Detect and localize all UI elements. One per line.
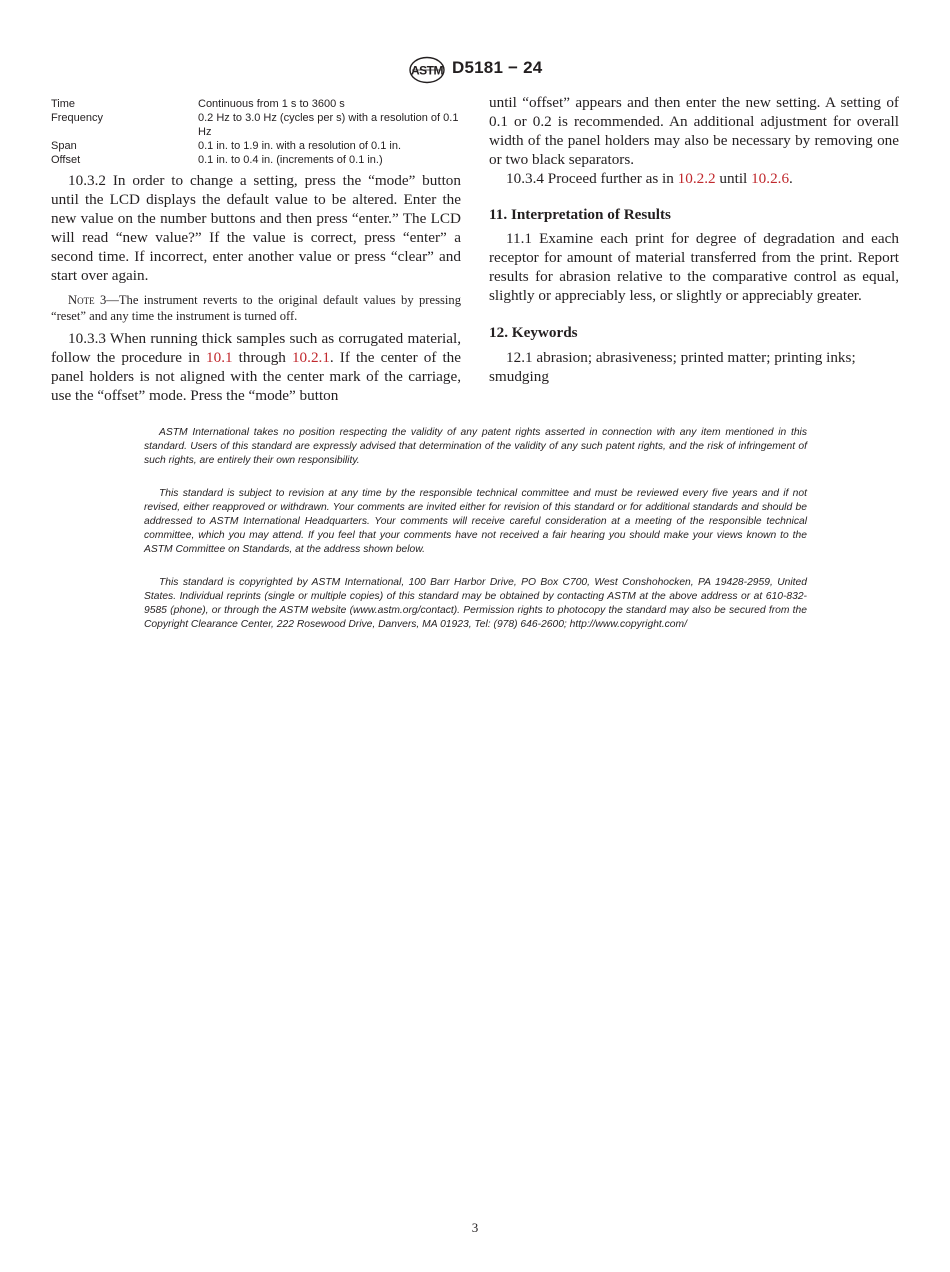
text-run: 10.3.3 When running thick samples such as corrugated material, follow the procedure in — [51, 330, 461, 367]
page-header — [0, 56, 950, 84]
text-run: . — [789, 169, 793, 187]
svg-text:ASTM: ASTM — [411, 63, 443, 78]
document-id: D5181 − 24 — [452, 58, 543, 77]
note-3 — [51, 292, 461, 324]
spec-row — [51, 111, 461, 139]
xref-link[interactable]: 10.2.1 — [291, 349, 330, 367]
page-number: 3 — [471, 1220, 479, 1235]
spec-value: 0.2 Hz to 3.0 Hz (cycles per s) with a resolution of 0.1 Hz — [198, 112, 459, 138]
section-heading-11: 11. Interpretation of Results — [489, 205, 671, 223]
xref-link[interactable]: 10.2.2 — [677, 169, 716, 187]
text-run: . If the center of the panel holders is not aligned with the center mark of the carriage, use the “offset” mode. Press the “mode” button — [51, 349, 462, 405]
text-run: through — [232, 349, 292, 367]
text-run: until — [715, 169, 752, 187]
footer-patent-notice: ASTM International takes no position respecting the validity of any patent rights asserted in connection with any item mentioned in this standard. Users of this standard are expressly advised that determination of the validity of any such patent rights, and the risk of infringement of such rights, are entirely their own responsibility. — [144, 427, 807, 466]
spec-name: Time — [51, 98, 76, 110]
spec-name: Offset — [51, 154, 81, 166]
paragraph-12-1: 12.1 abrasion; abrasiveness; printed matter; printing inks; smudging — [489, 348, 856, 385]
paragraph-10-3-2: 10.3.2 In order to change a setting, press the “mode” button until the LCD displays the default value to be altered. Enter the new value on the number buttons and then press “enter.” The LCD will read “new value?” If the value is correct, press “enter” a second time. If incorrect, enter another value or press “clear” and start over again. — [51, 172, 461, 284]
spec-value: Continuous from 1 s to 3600 s — [198, 98, 345, 110]
note-text: 3—The instrument reverts to the original default values by pressing “reset” and any time the instrument is turned off. — [51, 293, 461, 324]
paragraph-10-3-4 — [489, 170, 899, 189]
spec-row — [51, 153, 461, 167]
spec-name: Span — [51, 140, 77, 152]
spec-name: Frequency — [51, 112, 103, 124]
spec-value: 0.1 in. to 1.9 in. with a resolution of 0.1 in. — [198, 140, 402, 152]
paragraph-10-3-3 — [51, 330, 461, 406]
paragraph-11-1: 11.1 Examine each print for degree of degradation and each receptor for amount of material transferred from the print. Report results for abrasion relative to the comparative control as equal, slightly or appreciably less, or slightly or appreciably greater. — [489, 230, 899, 305]
note-label: Note — [68, 293, 95, 308]
spec-table — [51, 97, 461, 167]
astm-logo — [408, 56, 446, 84]
footer-notices — [144, 426, 807, 651]
spec-value: 0.1 in. to 0.4 in. (increments of 0.1 in.) — [198, 154, 383, 166]
spec-row — [51, 139, 461, 153]
paragraph-10-3-3-continued: until “offset” appears and then enter the new setting. A setting of 0.1 or 0.2 is recommended. An additional adjustment for overall width of the panel holders may also be necessary by removing one or two black separators. — [489, 94, 899, 168]
text-run: 10.3.4 Proceed further as in — [506, 169, 678, 187]
footer-revision-notice: This standard is subject to revision at any time by the responsible technical committee and must be reviewed every five years and if not revised, either reapproved or withdrawn. Your comments are invited either for revision of this standard or for additional standards and should be addressed to ASTM International Headquarters. Your comments will receive careful consideration at a meeting of the responsible technical committee, which you may attend. If you feel that your comments have not received a fair hearing you should make your views known to the ASTM Committee on Standards, at the address shown below. — [144, 488, 807, 555]
section-heading-12: 12. Keywords — [489, 324, 578, 342]
spec-row — [51, 97, 461, 111]
xref-link[interactable]: 10.2.6 — [751, 169, 790, 187]
xref-link[interactable]: 10.1 — [206, 349, 233, 367]
footer-copyright-notice: This standard is copyrighted by ASTM International, 100 Barr Harbor Drive, PO Box C700, West Conshohocken, PA 19428-2959, United States. Individual reprints (single or multiple copies) of this standard may be obtained by contacting ASTM at the above address or at 610-832-9585 (phone), or through the ASTM website (www.astm.org/contact). Permission rights to photocopy the standard may also be secured from the Copyright Clearance Center, 222 Rosewood Drive, Danvers, MA 01923, Tel: (978) 646-2600; http://www.copyright.com/ — [144, 577, 807, 630]
right-column — [489, 94, 899, 387]
left-column — [51, 94, 461, 406]
